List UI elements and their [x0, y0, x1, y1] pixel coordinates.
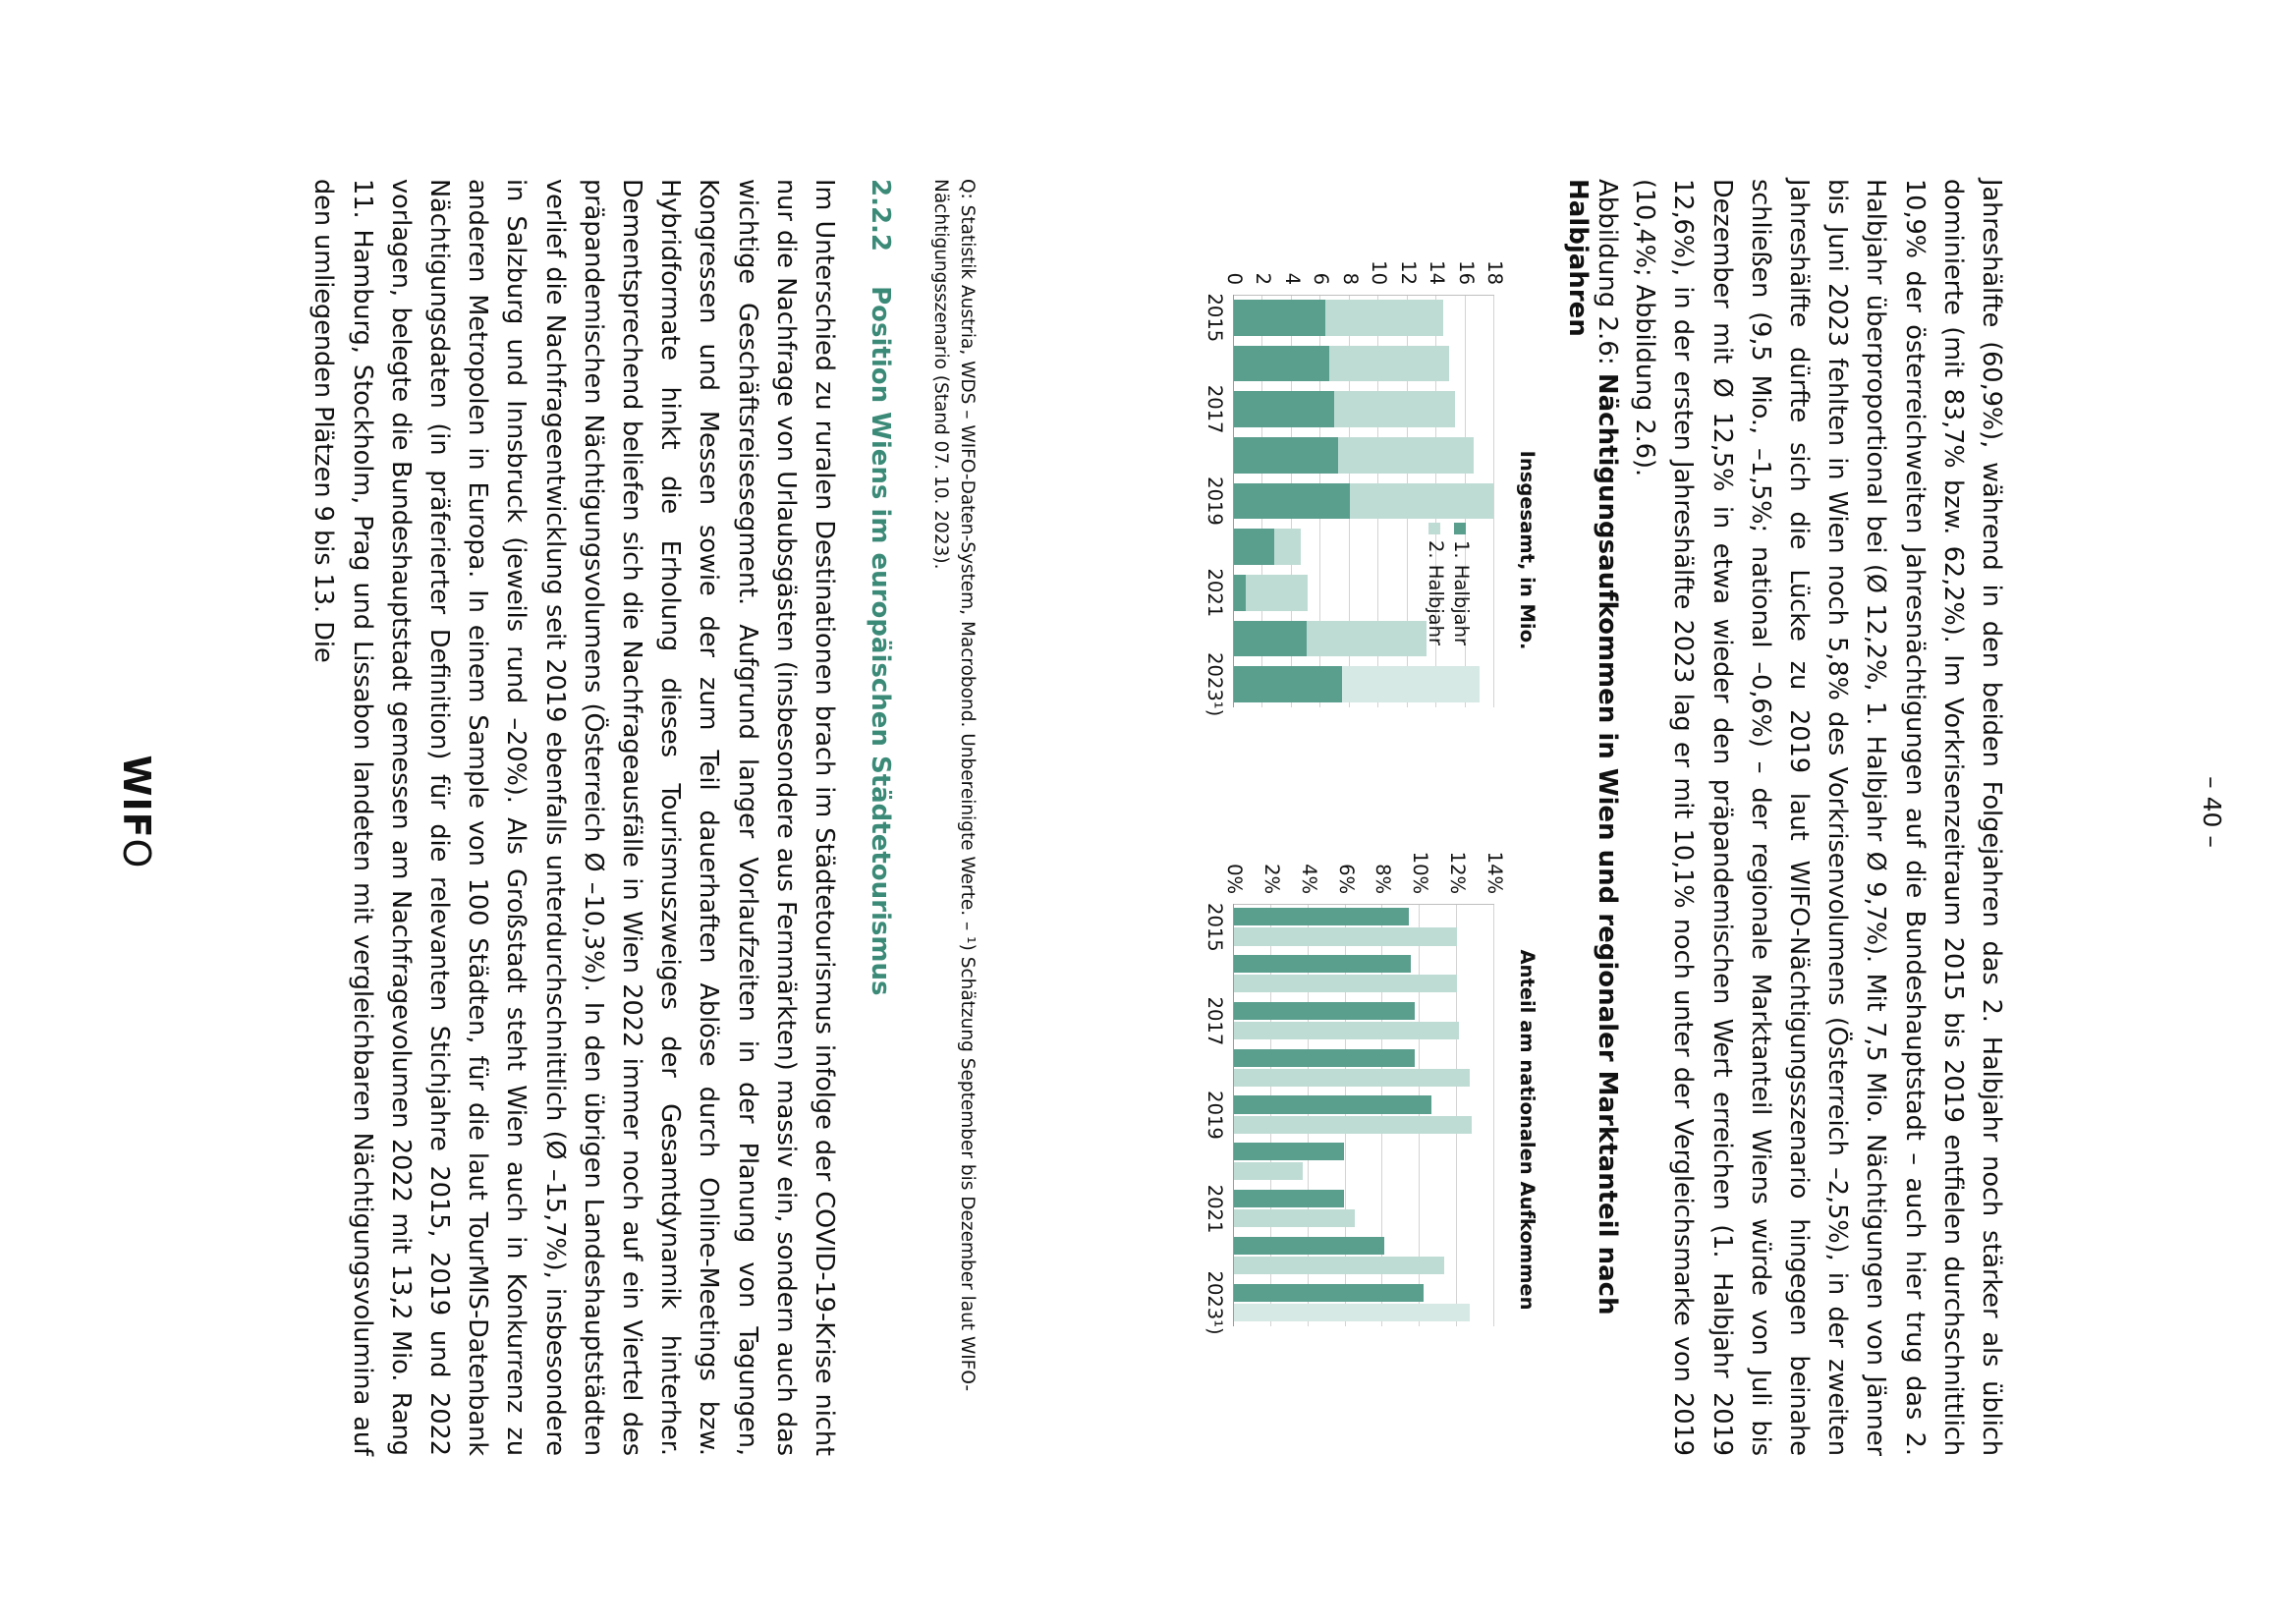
y-axis-line [1234, 295, 1494, 296]
logo-mark: O [115, 838, 158, 869]
x-tick-label: 2015 [1203, 903, 1226, 952]
y-tick-label: 10 [1368, 260, 1391, 285]
section-heading [866, 179, 895, 1456]
x-tick-label: 2021 [1203, 1184, 1226, 1234]
bar-h2 [1234, 1069, 1470, 1087]
y-tick-label: 10% [1409, 851, 1432, 894]
y-axis-line [1234, 904, 1494, 905]
legend-label: 1. Halbjahr [1450, 540, 1473, 645]
bar-h2 [1338, 437, 1474, 473]
y-tick-label: 18 [1483, 260, 1506, 285]
bar-h1 [1234, 300, 1325, 335]
y-tick-label: 0% [1223, 864, 1246, 894]
bar-h2 [1234, 1022, 1459, 1039]
y-tick-label: 2 [1252, 272, 1275, 285]
x-tick-label: 2023¹) [1203, 652, 1226, 717]
bar-h1 [1234, 346, 1329, 381]
figure-title: Nächtigungsaufkommen in Wien und regionaler Marktanteil nach Halbjahren [1563, 179, 1622, 1316]
legend-label: 2. Halbjahr [1425, 540, 1447, 645]
x-tick-label: 2021 [1203, 568, 1226, 618]
bar-h1 [1234, 908, 1409, 925]
y-tick-label: 8 [1338, 272, 1362, 285]
x-tick-label: 2017 [1203, 384, 1226, 434]
bar-h2 [1334, 391, 1456, 426]
bar-h1 [1234, 575, 1246, 610]
bar-h1 [1234, 1143, 1344, 1160]
section-number: 2.2.2 [866, 179, 895, 252]
bar-h1 [1234, 1049, 1415, 1067]
bar-h1 [1234, 391, 1334, 426]
bar-h2 [1234, 1116, 1472, 1134]
legend-item [1425, 523, 1447, 645]
y-tick-label: 16 [1454, 260, 1478, 285]
bar-h1 [1234, 529, 1274, 564]
gridline [1493, 904, 1494, 1326]
bar-h2 [1234, 1209, 1355, 1227]
x-tick-label: 2017 [1203, 996, 1226, 1046]
bar-h1 [1234, 483, 1350, 519]
y-tick-label: 14% [1483, 851, 1506, 894]
wifo-logo [115, 0, 158, 1624]
page-number: – 40 – [2198, 776, 2226, 848]
bar-h1 [1234, 1190, 1344, 1207]
bar-h2 [1342, 666, 1480, 701]
bar-h2 [1234, 1304, 1470, 1321]
bar-h1 [1234, 1237, 1384, 1255]
y-tick-label: 12 [1396, 260, 1420, 285]
chart-title: Anteil am nationalen Aufkommen [1516, 949, 1539, 1311]
bar-h1 [1234, 437, 1338, 473]
y-tick-label: 4 [1280, 272, 1304, 285]
section-title: Position Wiens im europäischen Städtetourismus [866, 286, 895, 996]
logo-text: WIF [115, 755, 158, 839]
figure-label: Abbildung 2.6: [1593, 179, 1622, 365]
intro-paragraph: Jahreshälfte (60,9%), während in den beiden Folgejahren das 2. Halbjahr noch stärker als üblich dominierte (mit 83,7% bzw. 62,2%). Im Vorkrisenzeitraum 2015 bis 2019 entfielen durchschnittlich 10,9% der österreichweiten Jahresnächtigungen auf die Bundeshauptstadt – auch hier trug das 2. Halbjahr überproportional bei (Ø 12,2%, 1. Halbjahr Ø 9,7%). Mit 7,5 Mio. Nächtigungen von Jänner bis Juni 2023 fehlten in Wien noch 5,8% des Vorkrisenvolumens (Österreich –2,5%), in der zweiten Jahreshälfte dürfte sich die Lücke zu 2019 laut WIFO-Nächtigungsszenario hingegen beinahe schließen (9,5 Mio., –1,5%; national –0,6%) – der regionale Marktanteil Wiens würde von Juli bis Dezember mit Ø 12,5% in etwa wieder den präpandemischen Wert erreichen (1. Halbjahr 2019 12,6%), in der ersten Jahreshälfte 2023 lag er mit 10,1% noch unter der Vergleichsmarke von 2019 (10,4%; Abbildung 2.6). [1630, 179, 2006, 1456]
bar-h2 [1234, 927, 1457, 945]
gridline [1493, 295, 1494, 707]
bar-h1 [1234, 621, 1307, 656]
bar-h2 [1234, 1162, 1303, 1180]
y-tick-label: 8% [1371, 864, 1395, 894]
x-tick-label: 2019 [1203, 476, 1226, 526]
x-tick-label: 2019 [1203, 1091, 1226, 1140]
figure-source-note: Q: Statistik Austria, WDS – WIFO-Daten-System, Macrobond. Unbereinigte Werte. – ¹) Schätzung September bis Dezember laut WIFO-Nächtigungsszenario (Stand 07. 10. 2023). [930, 179, 978, 1392]
y-tick-label: 2% [1259, 864, 1283, 894]
chart-title: Insgesamt, in Mio. [1516, 450, 1539, 650]
y-tick-label: 6% [1334, 864, 1358, 894]
x-tick-label: 2023¹) [1203, 1270, 1226, 1335]
y-tick-label: 14 [1426, 260, 1449, 285]
legend-item [1450, 523, 1473, 645]
bar-h2 [1246, 575, 1308, 610]
bar-h1 [1234, 1002, 1415, 1020]
figure-caption [1563, 179, 1622, 1476]
legend-swatch [1454, 523, 1466, 534]
bar-h2 [1234, 1257, 1444, 1274]
section-body: Im Unterschied zu ruralen Destinationen brach im Städtetourismus infolge der COVID-19-Krise nicht nur die Nachfrage von Urlaubsgästen (insbesondere aus Fernmärkten) massiv ein, sondern auch das wichtige Geschäftsreisesegment. Aufgrund langer Vorlaufzeiten in der Planung von Tagungen, Kongressen und Messen sowie der zum Teil dauerhaften Ablöse durch Online-Meetings bzw. Hybridformate hinkt die Erholung dieses Tourismuszweiges der Gesamtdynamik hinterher. Dementsprechend beliefen sich die Nachfrageausfälle in Wien 2022 immer noch auf ein Viertel des präpandemischen Nächtigungsvolumens (Österreich Ø –10,3%). In den übrigen Landeshauptstädten verlief die Nachfrageentwicklung seit 2019 ebenfalls unterdurchschnittlich (Ø –15,7%), insbesondere in Salzburg und Innsbruck (jeweils rund –20%). Als Großstadt steht Wien auch in Konkurrenz zu anderen Metropolen in Europa. In einem Sample von 100 Städten, für die laut TourMIS-Datenbank Nächtigungsdaten (in präferierter Definition) für die relevanten Stichjahre 2015, 2019 und 2022 vorlagen, belegte die Bundeshauptstadt gemessen am Nachfragevolumen 2022 mit 13,2 Mio. Rang 11. Hamburg, Stockholm, Prag und Lissabon landeten mit vergleichbaren Nächtigungsvolumina auf den umliegenden Plätzen 9 bis 13. Die [308, 179, 839, 1456]
legend-swatch [1428, 523, 1440, 534]
bar-h1 [1234, 955, 1411, 973]
bar-h2 [1307, 621, 1427, 656]
y-tick-label: 6 [1310, 272, 1333, 285]
bar-h2 [1234, 975, 1457, 992]
bar-h2 [1329, 346, 1449, 381]
y-tick-label: 4% [1297, 864, 1320, 894]
bar-h2 [1274, 529, 1301, 564]
bar-h1 [1234, 1284, 1424, 1302]
y-tick-label: 0 [1223, 272, 1246, 285]
x-tick-label: 2015 [1203, 293, 1226, 343]
bar-h1 [1234, 1095, 1431, 1113]
bar-h1 [1234, 666, 1342, 701]
y-tick-label: 12% [1446, 851, 1470, 894]
bar-h2 [1325, 300, 1444, 335]
bar-h2 [1350, 483, 1493, 519]
